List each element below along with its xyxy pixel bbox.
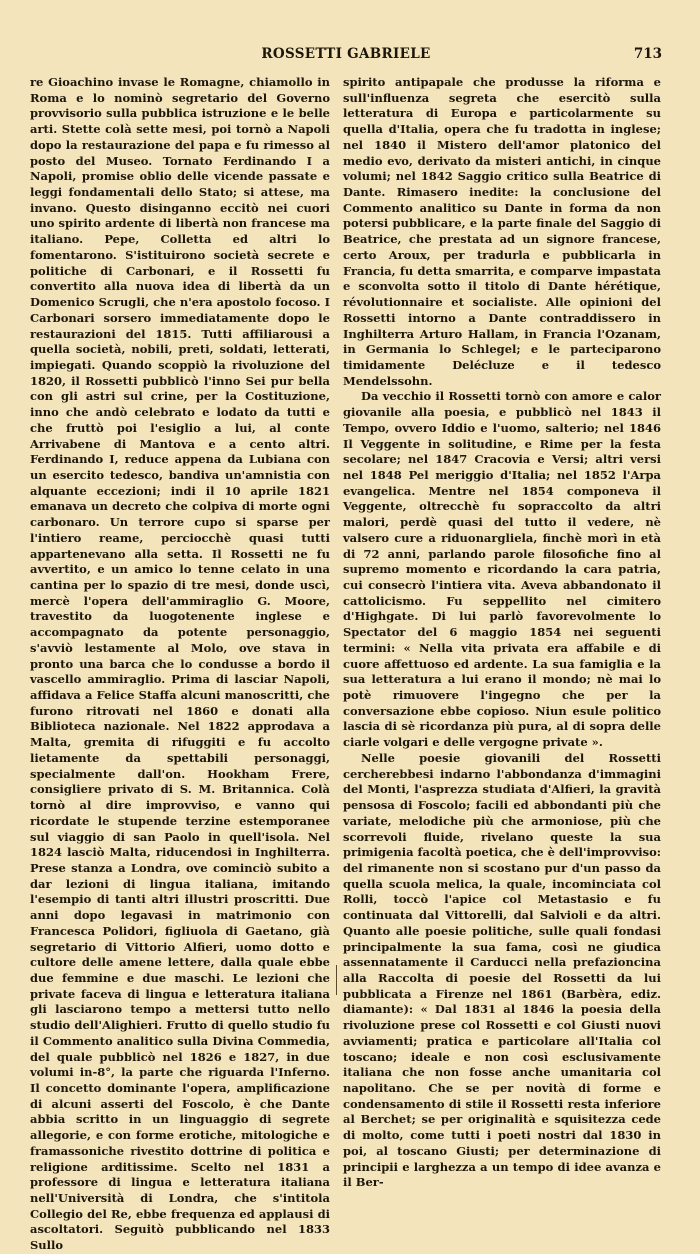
paragraph: Nelle poesie giovanili del Rossetti cercherebbesi indarno l'abbondanza d'immagini del Monti, l'asprezza studiata d'Alfieri, la gravità pensosa di Foscolo; facili ed abbondanti più che variate, melodiche più che armoniose, più che scorrevoli fluide, rivelano queste la sua primigenia facoltà poetica, che è dell'improvviso: del rimanente non si scostano pur d'un passo da quella scuola melica, la quale, incominciata col Rolli, toccò l'apice col Metastasio e fu continuata dal Vittorelli, dal Salvioli e da altri. Quanto alle poesie politiche, sulle quali fondasi principalmente la sua fama, così ne giudica assennatamente il Carducci nella prefazioncina alla Raccolta di poesie del Rossetti da lui pubblicata a Firenze nel 1861 (Barbèra, ediz. diamante): « Dal 1831 al 1846 la poesia della rivoluzione prese col Rossetti e col Giusti nuovi avviamenti; pratica e particolare all'Italia col toscano; ideale e non così esclusivamente italiana che non fosse anche umanitaria col napolitano. Che se per novità di forme e condensamento di stile il Rossetti resta inferiore al Berchet; se per originalità e squisitezza cede di molto, come tutti i poeti nostri dal 1830 in poi, al toscano Giusti; per determinazione di principii e larghezza a un tempo di idee avanza e il Ber- [343, 750, 661, 1190]
column-divider [336, 965, 337, 995]
left-column [30, 75, 330, 1253]
running-title: ROSSETTI GABRIELE [261, 46, 431, 62]
paragraph: re Gioachino invase le Romagne, chiamollo in Roma e lo nominò segretario del Governo provvisorio sulla pubblica istruzione e le belle arti. Stette colà sette mesi, poi tornò a Napoli dopo la restaurazione del papa e fu rimesso al posto del Museo. Tornato Ferdinando I a Napoli, promise oblio delle vicende passate e leggi fondamentali dello Stato; si attese, ma invano. Questo disinganno eccitò nei cuori uno spirito ardente di libertà non francese ma italiano. Pepe, Colletta ed altri lo fomentarono. S'istituirono società secrete e politiche di Carbonari, e il Rossetti fu convertito alla nuova idea di libertà da un Domenico Scrugli, che n'era apostolo focoso. I Carbonari sorsero immediatamente dopo le restaurazioni del 1815. Tutti affiliarousi a quella società, nobili, preti, soldati, letterati, impiegati. Quando scoppiò la rivoluzione del 1820, il Rossetti pubblicò l'inno Sei pur bella con gli astri sul crine, per la Costituzione, inno che andò celebrato e lodato da tutti e che fruttò poi l'esiglio a lui, al conte Arrivabene di Mantova e a cento altri. Ferdinando I, reduce appena da Lubiana con un esercito tedesco, bandiva un'amnistia con alquante eccezioni; indi il 10 aprile 1821 emanava un decreto che colpiva di morte ogni carbonaro. Un terrore cupo si sparse per l'intiero reame, perciocchè quasi tutti appartenevano alla setta. Il Rossetti ne fu avvertito, e un amico lo tenne celato in una cantina per lo spazio di tre mesi, donde uscì, mercè l'opera dell'ammiraglio G. Moore, travestito da luogotenente inglese e accompagnato da potente personaggio, s'avviò lestamente al Molo, ove stava in pronto una barca che lo condusse a bordo il vascello ammiraglio. Prima di lasciar Napoli, affidava a Felice Staffa alcuni manoscritti, che furono ritrovati nel 1860 e donati alla Biblioteca nazionale. Nel 1822 approdava a Malta, gremita di rifuggiti e fu accolto lietamente da spettabili personaggi, specialmente dall'on. Hookham Frere, consigliere privato di S. M. Britannica. Colà tornò al dire improvviso, e vanno qui ricordate le stupende terzine estemporanee sul viaggio di san Paolo in quell'isola. Nel 1824 lasciò Malta, riducendosi in Inghilterra. Prese stanza a Londra, ove cominciò subito a dar lezioni di lingua italiana, imitando l'esempio di tanti altri illustri proscritti. Due anni dopo legavasi in matrimonio con Francesca Polidori, figliuola di Gaetano, già segretario di Vittorio Alfieri, uomo dotto e cultore delle amene lettere, dalla quale ebbe due femmine e due maschi. Le lezioni che private faceva di lingua e letteratura italiana gli lasciarono tempo a mettersi tutto nello studio dell'Alighieri. Frutto di quello studio fu il Commento analitico sulla Divina Commedia, del quale pubblicò nel 1826 e 1827, in due volumi in-8°, la parte che riguarda l'Inferno. Il concetto dominante l'opera, amplificazione di alcuni asserti del Foscolo, è che Dante abbia scritto in un linguaggio di segrete allegorie, e con forme erotiche, mitologiche e framassoniche rivestito dottrine di politica e religione arditissime. Scelto nel 1831 a professore di lingua e letteratura italiana nell'Università di Londra, che s'intitola Collegio del Re, ebbe frequenza ed applausi di ascoltatori. Seguitò pubblicando nel 1833 Sullo [30, 75, 330, 1253]
paragraph: spirito antipapale che produsse la riforma e sull'influenza segreta che esercitò sulla letteratura di Europa e particolarmente su quella d'Italia, opera che fu tradotta in inglese; nel 1840 il Mistero dell'amor platonico del medio evo, derivato da misteri antichi, in cinque volumi; nel 1842 Saggio critico sulla Beatrice di Dante. Rimasero inedite: la conclusione del Commento analitico su Dante in forma da non potersi pubblicare, e la parte finale del Saggio di Beatrice, che prestata ad un signore francese, certo Aroux, per tradurla e pubblicarla in Francia, fu detta smarrita, e comparve impastata e sconvolta sotto il titolo di Dante hérétique, révolutionnaire et socialiste. Alle opinioni del Rossetti intorno a Dante contraddissero in Inghilterra Arturo Hallam, in Francia l'Ozanam, in Germania lo Schlegel; e le parteciparono timidamente Delécluze e il tedesco Mendelssohn. [343, 75, 661, 388]
page-number: 713 [633, 46, 662, 62]
page-header [30, 44, 662, 66]
paragraph: Da vecchio il Rossetti tornò con amore e calor giovanile alla poesia, e pubblicò nel 1843 il Tempo, ovvero Iddio e l'uomo, salterio; nel 1846 Il Veggente in solitudine, e Rime per la festa secolare; nel 1847 Cracovia e Versi; altri versi nel 1848 Pel meriggio d'Italia; nel 1852 l'Arpa evangelica. Mentre nel 1854 componeva il Veggente, oltrecchè fu sopraccolto da altri malori, perdè quasi del tutto il vedere, nè valsero cure a riduonargliela, finchè morì in età di 72 anni, parlando parole filosofiche fino al supremo momento e ricordando la cara patria, cui consecrò l'intiera vita. Aveva abbandonato il cattolicismo. Fu seppellito nel cimitero d'Highgate. Di lui parlò favorevolmente lo Spectator del 6 maggio 1854 nei seguenti termini: « Nella vita privata era affabile e di cuore affettuoso ed ardente. La sua famiglia e la sua letteratura a lui erano il mondo; nè mai lo potè rimuovere l'ingegno che per la conversazione ebbe copioso. Niun esule politico lascia di sè ricordanza più pura, al di sopra delle ciarle volgari e delle vergogne private ». [343, 389, 661, 750]
right-column [343, 75, 661, 1190]
